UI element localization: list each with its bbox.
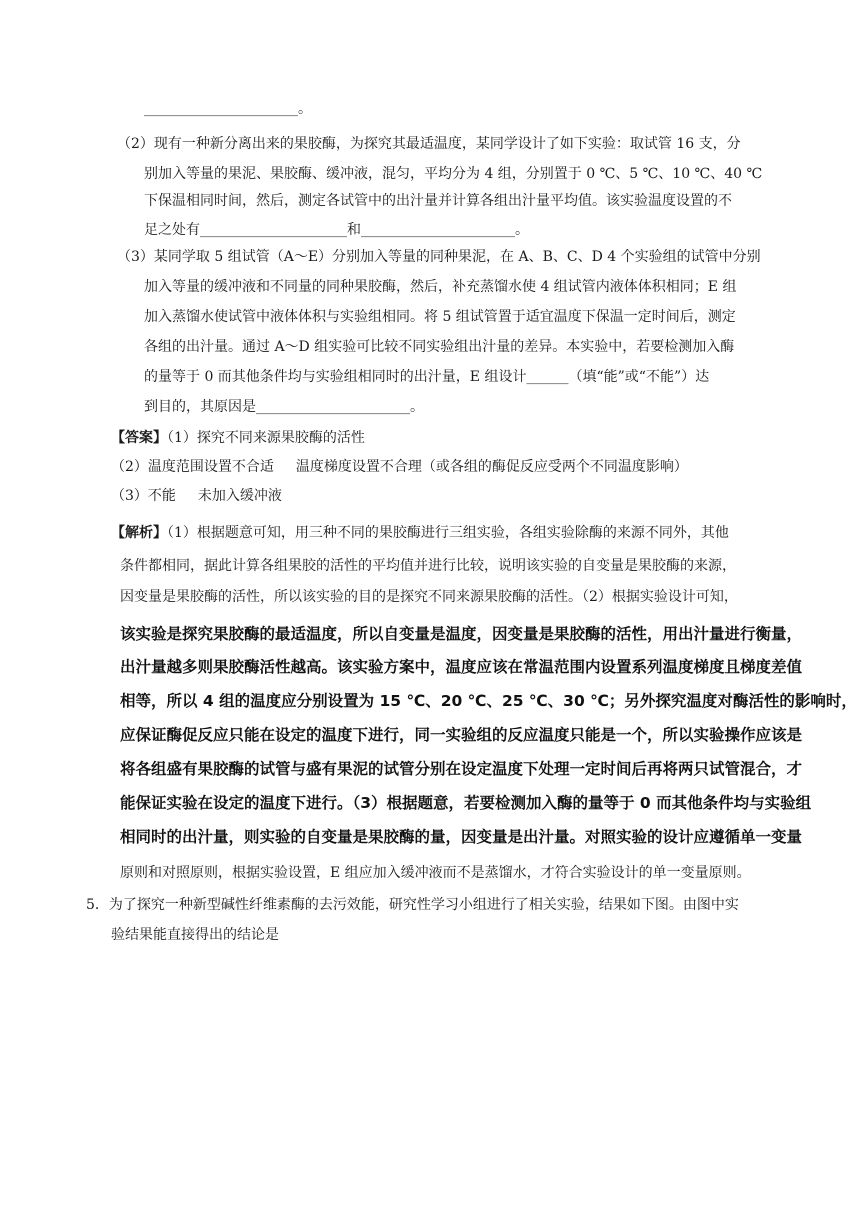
- q5-line-2: 验结果能直接得出的结论是: [111, 927, 279, 943]
- analysis-line-3: 因变量是果胶酶的活性，所以该实验的目的是探究不同来源果胶酶的活性。（2）根据实验设计可知，: [120, 589, 738, 605]
- q3-line-1: （3）某同学取 5 组试管（A～E）分别加入等量的同种果泥，在 A、B、C、D 4 个实验组的试管中分别: [117, 249, 761, 265]
- q3-line-5: 的量等于 0 而其他条件均与实验组相同时的出汁量，E 组设计______（填“能”或“不能”）达: [144, 369, 710, 385]
- answer-tag: 【答案】: [111, 430, 167, 446]
- analysis-line-4: 该实验是探究果胶酶的最适温度，所以自变量是温度，因变量是果胶酶的活性，用出汁量进行衡量，: [120, 625, 803, 643]
- q3-line-2: 加入等量的缓冲液和不同量的同种果胶酶，然后，补充蒸馏水使 4 组试管内液体体积相同；E 组: [144, 279, 737, 295]
- q3-line-3: 加入蒸馏水使试管中液体体积与实验组相同。将 5 组试管置于适宜温度下保温一定时间后，测定: [144, 309, 736, 325]
- analysis-line-5: 出汁量越多则果胶酶活性越高。该实验方案中，温度应该在常温范围内设置系列温度梯度且梯度差值: [120, 658, 803, 676]
- answer-line-2: [111, 456, 688, 478]
- q3-line-6: 到目的，其原因是______________________。: [144, 399, 424, 415]
- answer-line-1: [111, 427, 365, 449]
- q2-line-4: 足之处有_____________________和______________________。: [144, 222, 529, 238]
- answer-line-3: [111, 485, 282, 507]
- analysis-line-9: 能保证实验在设定的温度下进行。（3）根据题意，若要检测加入酶的量等于 0 而其他条件均与实验组: [120, 794, 812, 812]
- analysis-line-2: 条件都相同，据此计算各组果胶的活性的平均值并进行比较，说明该实验的自变量是果胶酶的来源，: [120, 558, 736, 574]
- q2-line-1: （2）现有一种新分离出来的果胶酶，为探究其最适温度，某同学设计了如下实验：取试管 16 支，分: [117, 136, 741, 152]
- analysis-text-1: （1）根据题意可知，用三种不同的果胶酶进行三组实验，各组实验除酶的来源不同外，其他: [167, 525, 729, 541]
- answer-2b: 温度梯度设置不合理（或各组的酶促反应受两个不同温度影响）: [295, 459, 688, 475]
- answer-1: （1）探究不同来源果胶酶的活性: [167, 430, 365, 446]
- prev-answer-blank: ______________________。: [144, 101, 312, 117]
- analysis-line-7: 应保证酶促反应只能在设定的温度下进行，同一实验组的反应温度只能是一个，所以实验操作应该是: [120, 726, 803, 744]
- analysis-line-6: 相等，所以 4 组的温度应分别设置为 15 ℃、20 ℃、25 ℃、30 ℃；另外探究温度对酶活性的影响时，: [120, 692, 857, 710]
- analysis-line-8: 将各组盛有果胶酶的试管与盛有果泥的试管分别在设定温度下处理一定时间后再将两只试管混合，才: [120, 760, 803, 778]
- analysis-line-1: [111, 522, 729, 544]
- q2-line-2: 别加入等量的果泥、果胶酶、缓冲液，混匀，平均分为 4 组，分别置于 0 ℃、5 ℃、10 ℃、40 ℃: [144, 166, 763, 182]
- answer-2a: （2）温度范围设置不合适: [111, 459, 274, 475]
- analysis-line-10: 相同时的出汁量，则实验的自变量是果胶酶的量，因变量是出汁量。对照实验的设计应遵循单一变量: [120, 828, 803, 846]
- answer-3a: （3）不能: [111, 488, 176, 504]
- q5-line-1: 5．为了探究一种新型碱性纤维素酶的去污效能，研究性学习小组进行了相关实验，结果如下图。由图中实: [86, 897, 739, 913]
- q3-line-4: 各组的出汁量。通过 A～D 组实验可比较不同实验组出汁量的差异。本实验中，若要检测加入酶: [144, 339, 735, 355]
- analysis-tag: 【解析】: [111, 525, 167, 541]
- q2-line-3: 下保温相同时间，然后，测定各试管中的出汁量并计算各组出汁量平均值。该实验温度设置的不: [144, 193, 732, 209]
- analysis-line-11: 原则和对照原则，根据实验设置，E 组应加入缓冲液而不是蒸馏水，才符合实验设计的单一变量原则。: [120, 865, 751, 881]
- answer-3b: 未加入缓冲液: [197, 488, 282, 504]
